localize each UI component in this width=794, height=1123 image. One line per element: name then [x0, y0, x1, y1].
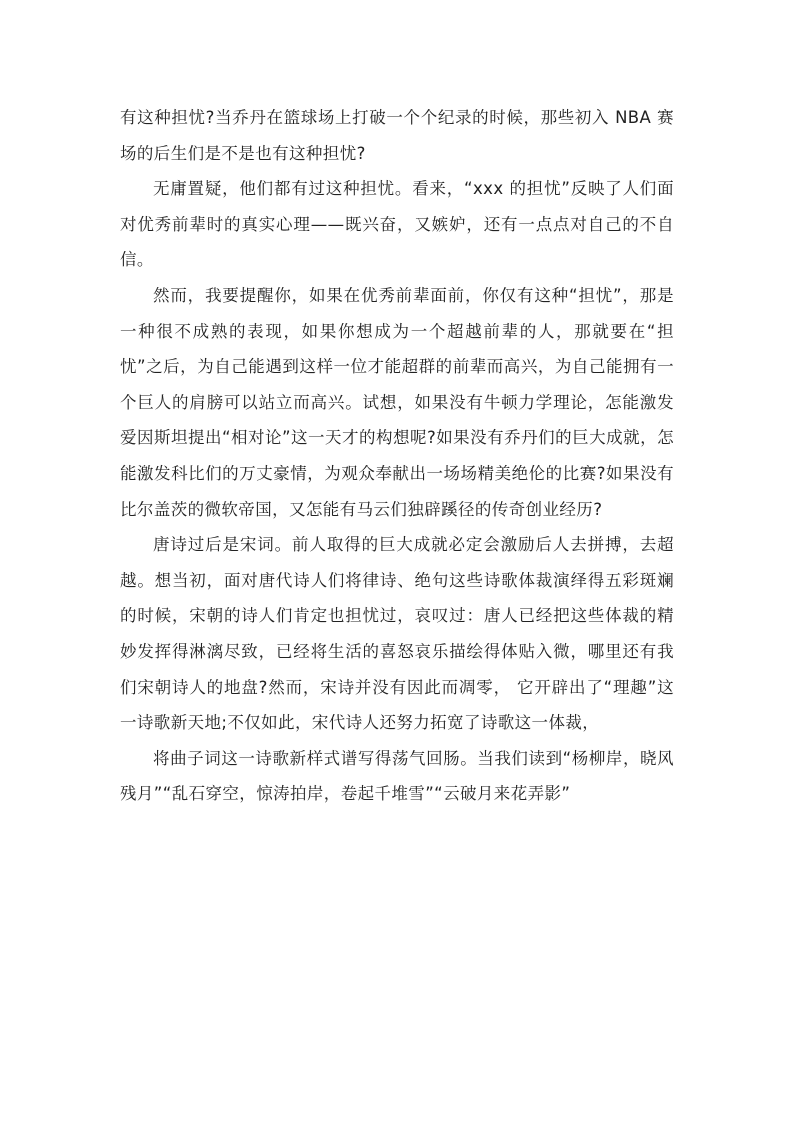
paragraph-2: 无庸置疑，他们都有过这种担忧。看来，“xxx 的担忧”反映了人们面对优秀前辈时的真实心理——既兴奋，又嫉妒，还有一点点对自己的不自信。 — [120, 179, 674, 270]
paragraph-1: 有这种担忧?当乔丹在篮球场上打破一个个纪录的时候，那些初入 NBA 赛场的后生们是不是也有这种担忧? — [120, 108, 674, 163]
body-text — [120, 100, 674, 812]
paragraph-5: 将曲子词这一诗歌新样式谱写得荡气回肠。当我们读到“杨柳岸，晓风残月”“乱石穿空，惊涛拍岸，卷起千堆雪”“云破月来花弄影” — [120, 748, 674, 804]
paragraph-4: 唐诗过后是宋词。前人取得的巨大成就必定会激励后人去拼搏，去超越。想当初，面对唐代诗人们将律诗、绝句这些诗歌体裁演绎得五彩斑斓的时候，宋朝的诗人们肯定也担忧过，哀叹过：唐人已经把这些体裁的精妙发挥得淋漓尽致，已经将生活的喜怒哀乐描绘得体贴入微，哪里还有我们宋朝诗人的地盘?然而，宋诗并没有因此而凋零， 它开辟出了“理趣”这一诗歌新天地;不仅如此，宋代诗人还努力拓宽了诗歌这一体裁， — [120, 535, 674, 733]
paragraph-3: 然而，我要提醒你，如果在优秀前辈面前，你仅有这种“担忧”，那是一种很不成熟的表现，如果你想成为一个超越前辈的人，那就要在“担忧”之后，为自己能遇到这样一位才能超群的前辈而高兴，为自己能拥有一个巨人的肩膀可以站立而高兴。试想，如果没有牛顿力学理论，怎能激发爱因斯坦提出“相对论”这一天才的构想呢?如果没有乔丹们的巨大成就，怎能激发科比们的万丈豪情，为观众奉献出一场场精美绝伦的比赛?如果没有比尔盖茨的微软帝国，又怎能有马云们独辟蹊径的传奇创业经历? — [120, 285, 674, 519]
